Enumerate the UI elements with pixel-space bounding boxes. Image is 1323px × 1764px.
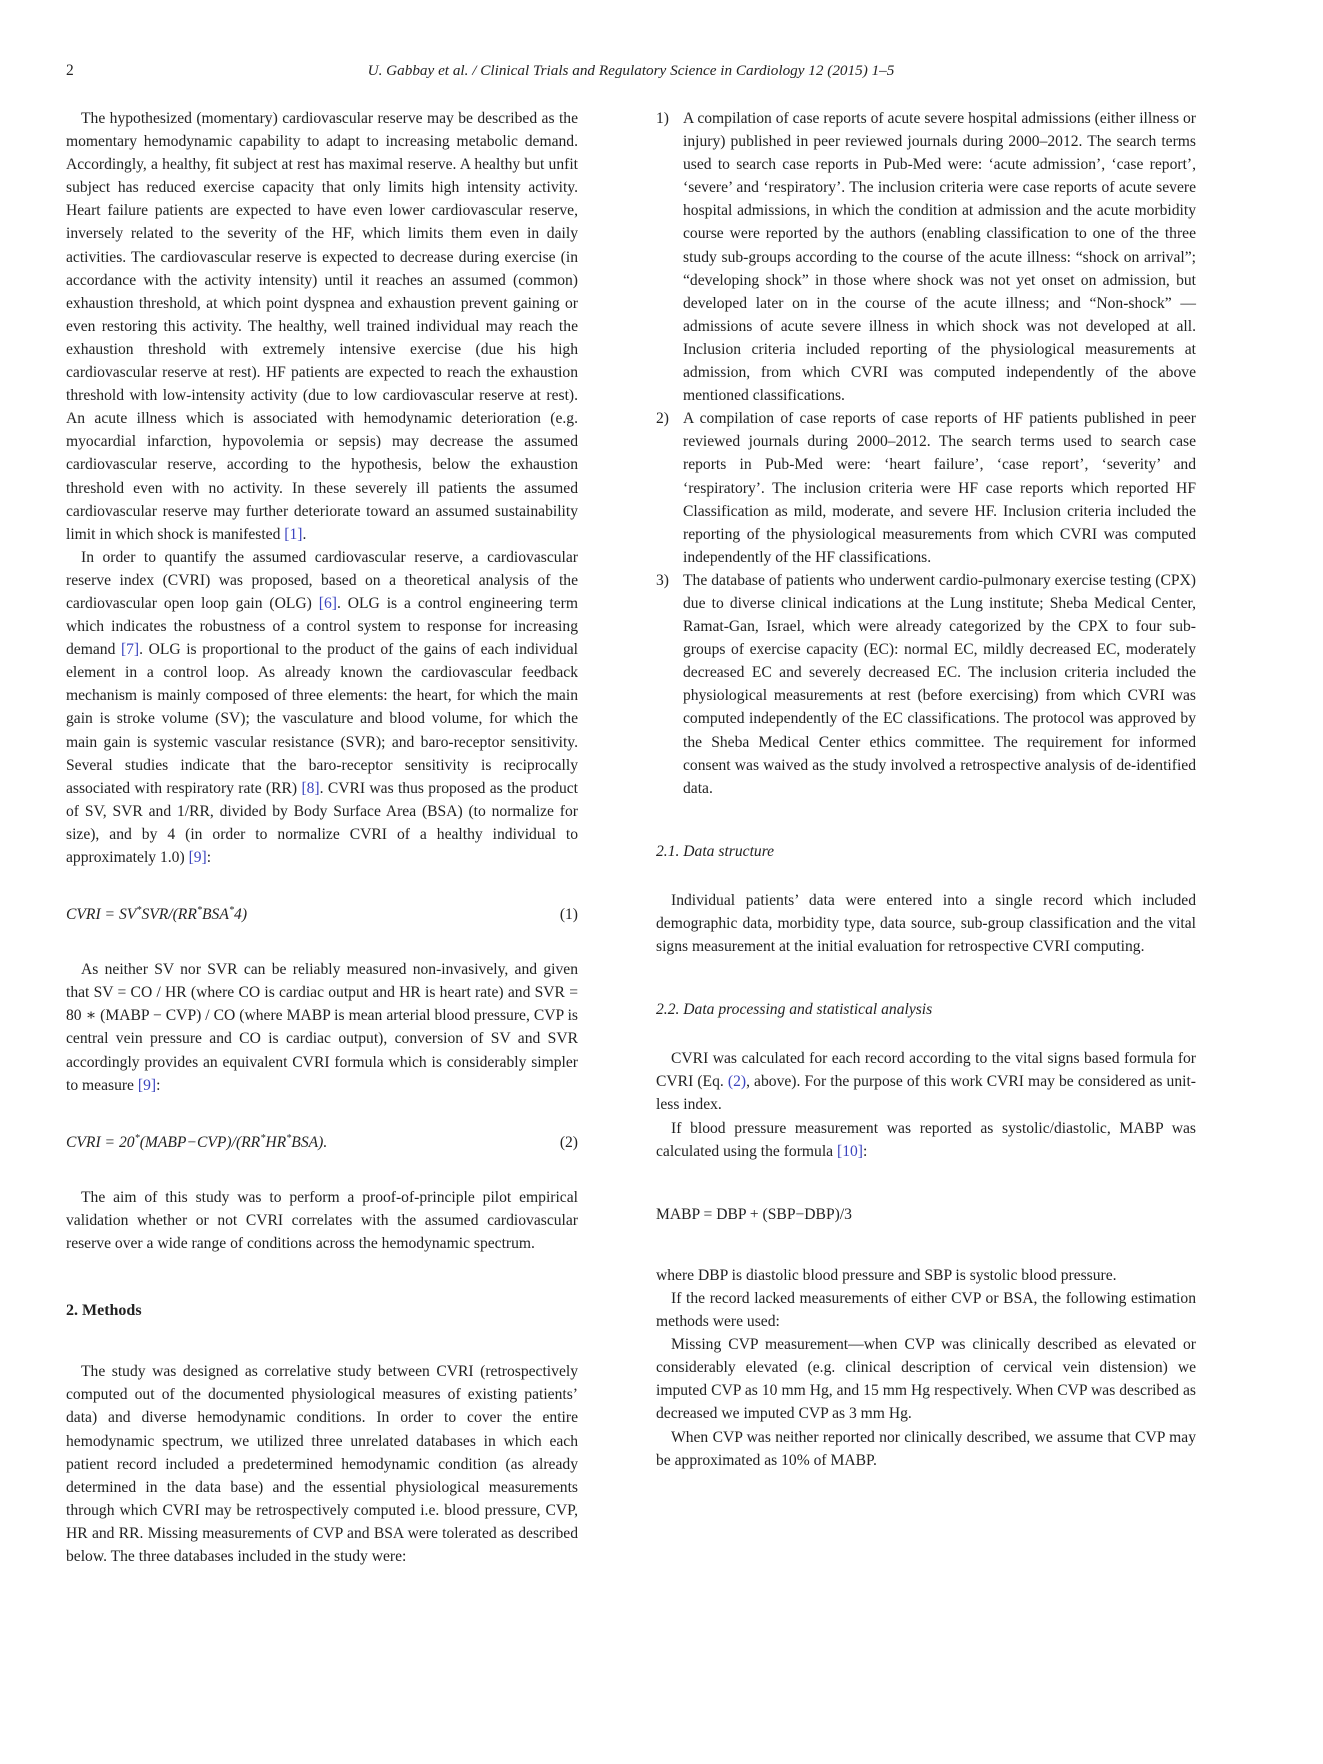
text-segment: Missing CVP measurement—when CVP was clinically described as elevated or considerably elevated (e.g. clinical description of cervical vein distension) we imputed CVP as 10 mm Hg, and 15 mm Hg respectively. When CVP was described as decreased we imputed CVP as 3 mm Hg. xyxy=(656,1336,1196,1423)
text-segment: BSA xyxy=(202,906,229,924)
page-header xyxy=(0,0,1323,80)
paragraph-cvri-proposal xyxy=(66,546,578,869)
reference-link[interactable]: [9] xyxy=(188,849,207,866)
text-segment: In order to quantify the assumed cardiovascular reserve, a cardiovascular reserve index (CVRI) was proposed, based on a theoretical analysis of the cardiovascular open loop gain (OLG) xyxy=(66,548,578,612)
text-segment: Individual patients’ data were entered into a single record which included demographic data, morbidity type, data source, sub-group classification and the vital signs measurement at the initial evaluation for retrospective CVRI computing. xyxy=(656,891,1196,956)
text-segment: * xyxy=(228,904,235,916)
list-item-text xyxy=(683,107,1196,407)
text-segment: * xyxy=(286,1132,292,1144)
list-number: 1) xyxy=(656,110,669,127)
text-segment: . CVRI was thus proposed as the product of SV, SVR and 1/RR, divided by Body Surface Area (BSA) (to normalize for size), and by 4 (in order to normalize CVRI of a healthy individual to approximately 1.0) xyxy=(66,779,578,866)
list-item-text xyxy=(683,569,1196,800)
subsection-heading-data-processing: 2.2. Data processing and statistical analysis xyxy=(656,1001,933,1019)
reference-link[interactable]: [1] xyxy=(284,525,303,543)
database-list-item-2 xyxy=(656,407,1196,569)
reference-link[interactable]: [10] xyxy=(837,1142,863,1160)
paragraph-cardiovascular-reserve xyxy=(66,107,578,546)
text-segment: . OLG is proportional to the product of the gains of each individual element in a control loop. As already known the cardiovascular feedback mechanism is mainly composed of three elements: the heart, for which the main gain is stroke volume (SV); the vasculature and blood volume, for which the main gain is systemic vascular resistance (SVR); and baro-receptor sensitivity. Several studies indicate that the baro-receptor sensitivity is reciprocally associated with respiratory rate (RR) xyxy=(66,641,578,797)
text-segment: When CVP was neither reported nor clinically described, we assume that CVP may be approximated as 10% of MABP. xyxy=(656,1428,1196,1469)
paragraph-missing-measurements xyxy=(656,1287,1196,1333)
paragraph-cvri-calculation xyxy=(656,1047,1196,1116)
list-number: 2) xyxy=(656,410,669,428)
text-segment: If the record lacked measurements of either CVP or BSA, the following estimation methods were used: xyxy=(656,1289,1196,1331)
text-segment: The hypothesized (momentary) cardiovascular reserve may be described as the momentary hemodynamic capability to adapt to increasing metabolic demand. Accordingly, a healthy, fit subject at rest has maximal reserve. A healthy but unfit subject has reduced exercise capacity that only limits high intensity activity. Heart failure patients are expected to have even lower cardiovascular reserve, inversely related to the severity of the HF, which limits them even in daily activities. The cardiovascular reserve is expected to decrease during exercise (in accordance with the activity intensity) until it reaches an assumed (common) exhaustion threshold, at which point dyspnea and exhaustion prevent gaining or even restoring this activity. The healthy, well trained individual may reach the exhaustion threshold with extremely intensive exercise (due his high cardiovascular reserve at rest). HF patients are expected to reach the exhaustion threshold with low-intensity activity (due to low cardiovascular reserve at rest). An acute illness which is associated with hemodynamic deterioration (e.g. myocardial infarction, hypovolemia or sepsis) may decrease the assumed cardiovascular reserve, according to the hypothesis, below the exhaustion threshold even with no activity. In these severely ill patients the assumed cardiovascular reserve may further deteriorate toward an assumed sustainability limit in which shock is manifested xyxy=(66,110,578,543)
reference-link[interactable]: [7] xyxy=(120,641,140,659)
paragraph-study-design xyxy=(66,1360,578,1568)
subsection-heading-data-structure: 2.1. Data structure xyxy=(656,842,775,860)
text-segment: : xyxy=(862,1142,868,1160)
text-segment: . xyxy=(302,525,307,543)
text-segment: BSA). xyxy=(291,1133,328,1151)
text-segment: * xyxy=(136,904,142,916)
equation-1-number: (1) xyxy=(559,906,578,924)
list-item-text xyxy=(683,407,1196,569)
text-segment: where DBP is diastolic blood pressure and SBP is systolic blood pressure. xyxy=(656,1266,1117,1284)
text-segment: A compilation of case reports of case reports of HF patients published in peer reviewed journals during 2000–2012. The search terms used to search case reports in Pub-Med were: ‘heart failure’, ‘case report’, ‘severity’ and ‘respiratory’. The inclusion criteria were HF case reports which reported HF Classification as mild, moderate, and severe HF. Inclusion criteria included the reporting of the physiological measurements from which CVRI was computed independently of the HF classifications. xyxy=(683,410,1196,566)
list-number: 3) xyxy=(656,571,669,589)
text-segment: CVRI was calculated for each record according to the vital signs based formula for CVRI (Eq. xyxy=(656,1050,1196,1091)
paragraph-data-structure xyxy=(656,889,1196,958)
reference-link[interactable]: [6] xyxy=(318,594,337,612)
text-segment: CVRI = 20 xyxy=(66,1133,135,1151)
paragraph-cvp-approximation xyxy=(656,1426,1196,1472)
reference-link[interactable]: [8] xyxy=(301,779,320,797)
text-segment: : xyxy=(156,1076,161,1094)
text-segment: As neither SV nor SVR can be reliably measured non-invasively, and given that SV = CO / HR (where CO is cardiac output and HR is heart rate) and SVR = 80 ∗ (MABP − CVP) / CO (where MABP is mean arterial blood pressure, CVP is central vein pressure and CO is cardiac output), conversion of SV and SVR accordingly provides an equivalent CVRI formula which is considerably simpler to measure xyxy=(66,961,578,1094)
text-segment: HR xyxy=(265,1133,287,1151)
paragraph-missing-cvp xyxy=(656,1333,1196,1425)
text-segment: The study was designed as correlative study between CVRI (retrospectively computed out of the documented physiological measures of existing patients’ data) and diverse hemodynamic conditions. In order to cover the entire hemodynamic spectrum, we utilized three unrelated databases in which each patient record included a predetermined hemodynamic condition (as already determined in the data base) and the essential physiological measurements through which CVRI may be retrospectively computed i.e. blood pressure, CVP, HR and RR. Missing measurements of CVP and BSA were tolerated as described below. The three databases included in the study were: xyxy=(66,1363,578,1565)
paragraph-sv-svr-conversion xyxy=(66,958,578,1097)
text-segment: * xyxy=(134,1132,140,1144)
database-list-item-1 xyxy=(656,107,1196,407)
paragraph-study-aim xyxy=(66,1186,578,1255)
reference-link[interactable]: [9] xyxy=(137,1076,157,1094)
left-column xyxy=(66,107,578,1568)
page-number: 2 xyxy=(66,62,74,79)
two-column-body xyxy=(0,80,1323,1568)
equation-2 xyxy=(66,1131,578,1154)
text-segment: The database of patients who underwent cardio-pulmonary exercise testing (CPX) due to diverse clinical indications at the Lung institute; Sheba Medical Center, Ramat-Gan, Israel, which were already categorized by the CPX to four sub-groups of exercise capacity (EC): normal EC, mildly decreased EC, moderately decreased EC and severely decreased EC. The inclusion criteria included the physiological measurements at rest (before exercising) from which CVRI was computed independently of the EC classifications. The protocol was approved by the Sheba Medical Center ethics committee. The requirement for informed consent was waived as the study involved a retrospective analysis of de-identified data. xyxy=(683,571,1196,797)
text-segment: * xyxy=(196,904,203,916)
equation-1-body xyxy=(66,903,247,926)
text-segment: SVR/(RR xyxy=(141,906,197,924)
running-head: U. Gabbay et al. / Clinical Trials and Regulatory Science in Cardiology 12 (2015) 1–5 xyxy=(367,62,895,79)
equation-2-body xyxy=(66,1131,327,1154)
equation-mabp xyxy=(656,1203,1196,1226)
text-segment: A compilation of case reports of acute severe hospital admissions (either illness or injury) published in peer reviewed journals during 2000–2012. The search terms used to search case reports in Pub-Med were: ‘acute admission’, ‘case report’, ‘severe’ and ‘respiratory’. The inclusion criteria were case reports of acute severe hospital admissions, in which the condition at admission and the acute morbidity course were reported by the authors (enabling classification to one of the three study sub-groups according to the course of the acute illness: “shock on arrival”; “developing shock” in those where shock was not yet onset on admission, but developed later on in the course of the acute illness; and “Non-shock” — admissions of acute severe illness in which shock was not developed at all. Inclusion criteria included reporting of the physiological measurements at admission, from which CVRI was computed independently of the above mentioned classifications. xyxy=(683,110,1196,405)
paragraph-dbp-sbp-definition xyxy=(656,1264,1196,1287)
text-segment: If blood pressure measurement was reported as systolic/diastolic, MABP was calculated using the formula xyxy=(656,1119,1196,1160)
text-segment: CVRI = SV xyxy=(66,906,137,924)
right-column xyxy=(656,107,1196,1568)
text-segment: . OLG is a control engineering term which indicates the robustness of a control system to response for increasing demand xyxy=(66,594,578,659)
text-segment: MABP = DBP + (SBP−DBP)/3 xyxy=(656,1205,852,1223)
equation-1 xyxy=(66,903,578,926)
text-segment: (MABP−CVP)/(RR xyxy=(139,1133,261,1151)
paragraph-bp-measurement xyxy=(656,1117,1196,1163)
text-segment: , above). For the purpose of this work CVRI may be considered as unit-less index. xyxy=(656,1073,1196,1114)
text-segment: 4) xyxy=(234,906,248,924)
section-heading-methods: 2. Methods xyxy=(66,1302,142,1320)
equation-2-number: (2) xyxy=(559,1133,578,1151)
text-segment: : xyxy=(206,849,212,866)
text-segment: * xyxy=(260,1132,266,1144)
reference-link[interactable]: (2) xyxy=(727,1073,747,1091)
text-segment: The aim of this study was to perform a proof-of-principle pilot empirical validation whether or not CVRI correlates with the assumed cardiovascular reserve over a wide range of conditions across the hemodynamic spectrum. xyxy=(66,1188,578,1253)
database-list-item-3 xyxy=(656,569,1196,800)
equation-mabp-body xyxy=(656,1203,852,1226)
